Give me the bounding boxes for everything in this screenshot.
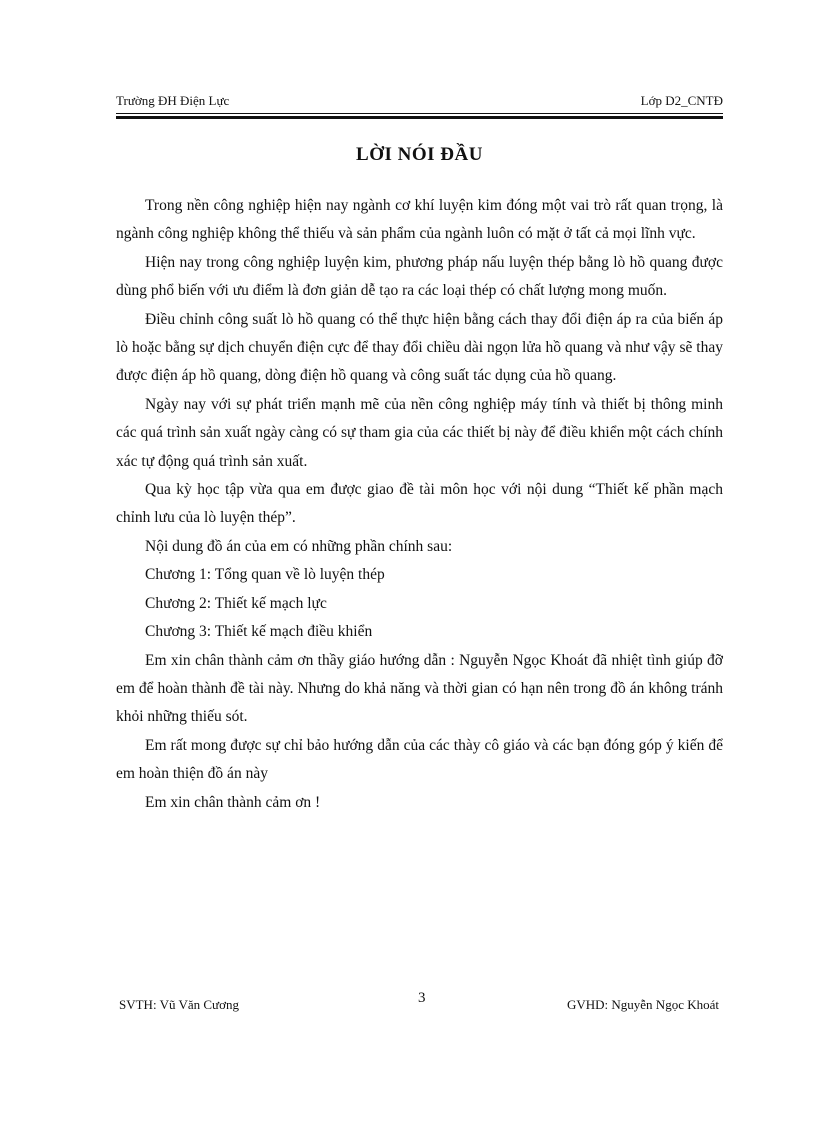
paragraph-contents: Nội dung đồ án của em có những phần chính sau: <box>145 537 453 555</box>
paragraph-topic: Qua kỳ học tập vừa qua em được giao đề tài môn học với nội dung “Thiết kế phần mạch chỉnh lưu của lò luyện thép”. <box>116 481 723 527</box>
header-school: Trường ĐH Điện Lực <box>116 93 230 108</box>
chapter-2: Chương 2: Thiết kế mạch lực <box>145 594 327 612</box>
paragraph-request-feedback: Em rất mong được sự chỉ bảo hướng dẫn của các thày cô giáo và các bạn đóng góp ý kiến để em hoàn thiện đồ án này <box>116 736 723 783</box>
page-title: LỜI NÓI ĐẦU <box>356 144 483 165</box>
body-text <box>116 192 723 817</box>
paragraph-automation: Ngày nay với sự phát triển mạnh mẽ của nền công nghiệp máy tính và thiết bị thông minh các quá trình sản xuất ngày càng có sự tham gia của các thiết bị này để điều khiển một cách chính xác tự động quá trình sản xuất. <box>116 395 723 470</box>
footer-advisor: GVHD: Nguyễn Ngọc Khoát <box>566 997 719 1012</box>
paragraph-intro: Trong nền công nghiệp hiện nay ngành cơ khí luyện kim đóng một vai trò rất quan trọng, là ngành công nghiệp không thể thiếu và sản phẩm của ngành luôn có mặt ở tất cả mọi lĩnh vực. <box>116 197 723 243</box>
page-header <box>116 94 723 108</box>
footer-student: SVTH: Vũ Văn Cương <box>119 997 239 1012</box>
chapter-3: Chương 3: Thiết kế mạch điều khiển <box>145 623 373 641</box>
page-number: 3 <box>418 990 426 1006</box>
header-rule-thin <box>116 113 723 114</box>
page-footer <box>116 990 723 1010</box>
chapter-1: Chương 1: Tổng quan về lò luyện thép <box>145 566 385 584</box>
header-class: Lớp D2_CNTĐ <box>640 93 723 108</box>
paragraph-thanks-advisor: Em xin chân thành cảm ơn thầy giáo hướng dẫn : Nguyễn Ngọc Khoát đã nhiệt tình giúp đỡ em để hoàn thành đề tài này. Nhưng do khả năng và thời gian có hạn nên trong đồ án không tránh khỏi những thiếu sót. <box>116 651 723 726</box>
header-rule-thick <box>116 116 723 119</box>
paragraph-power-control: Điều chỉnh công suất lò hồ quang có thể thực hiện bằng cách thay đổi điện áp ra của biến áp lò hoặc bằng sự dịch chuyển điện cực để thay đổi chiều dài ngọn lửa hồ quang và như vậy sẽ thay được điện áp hồ quang, dòng điện hồ quang và công suất tác dụng của hồ quang. <box>116 310 723 385</box>
paragraph-closing: Em xin chân thành cảm ơn ! <box>145 793 321 811</box>
paragraph-arc-furnace: Hiện nay trong công nghiệp luyện kim, phương pháp nấu luyện thép bằng lò hồ quang được dùng phổ biến với ưu điểm là đơn giản dễ tạo ra các loại thép có chất lượng mong muốn. <box>116 253 723 300</box>
